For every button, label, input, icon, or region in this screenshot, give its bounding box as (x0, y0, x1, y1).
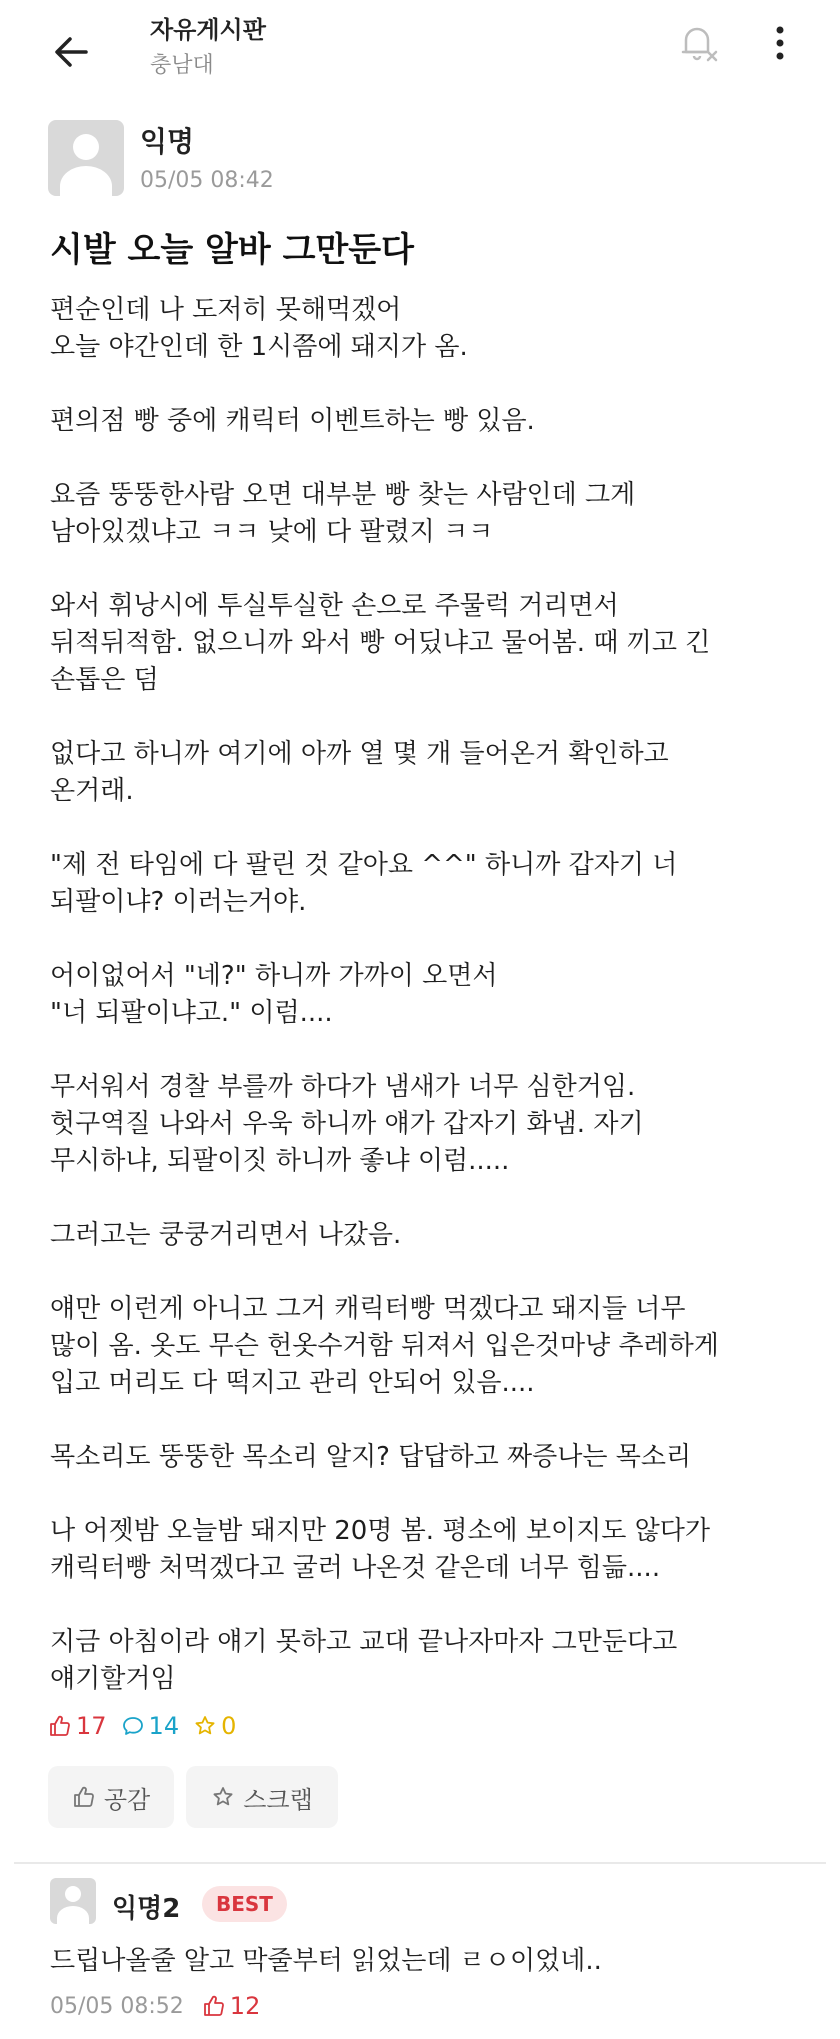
thumbs-up-icon (48, 1714, 72, 1738)
thumbs-up-icon (72, 1785, 96, 1809)
post-paragraph: 편순인데 나 도저히 못해먹겠어 오늘 야간인데 한 1시쯤에 돼지가 옴. (50, 295, 468, 362)
like-count (48, 1712, 107, 1740)
comment-like-count (202, 1992, 261, 2020)
star-icon (211, 1785, 235, 1809)
comment-count-value: 14 (148, 1712, 180, 1740)
like-button-label: 공감 (103, 1785, 151, 1814)
comment-like-value: 12 (229, 1992, 261, 2020)
comment-count (121, 1712, 180, 1740)
post-paragraph: "제 전 타임에 다 팔린 것 같아요 ^^" 하니까 갑자기 너 되팔이냐? 이러는거야. (50, 850, 678, 917)
post-paragraph: 와서 휘낭시에 투실투실한 손으로 주물럭 거리면서 뒤적뒤적함. 없으니까 와서 빵 어딨냐고 물어봄. 때 끼고 긴 손톱은 덤 (50, 591, 711, 695)
scrap-button[interactable] (186, 1766, 338, 1828)
back-arrow-icon[interactable] (44, 22, 104, 82)
notification-off-bell-icon[interactable] (672, 18, 722, 68)
comment-text: 드립나올줄 알고 막줄부터 읽었는데 ㄹㅇ이었네.. (50, 1946, 602, 1976)
post-paragraph: 없다고 하니까 여기에 아까 열 몇 개 들어온거 확인하고 온거래. (50, 739, 669, 806)
comment-author: 익명2 (112, 1894, 181, 1924)
comment-meta (50, 1992, 260, 2020)
post-author: 익명 (140, 125, 195, 158)
comment-bubble-icon (121, 1714, 145, 1738)
scrap-button-label: 스크랩 (243, 1785, 313, 1814)
best-badge: BEST (202, 1886, 287, 1922)
post-paragraph: 그러고는 쿵쿵거리면서 나갔음. (50, 1220, 402, 1250)
post-paragraph: 나 어젯밤 오늘밤 돼지만 20명 봄. 평소에 보이지도 않다가 캐릭터빵 처먹겠다고 굴러 나온것 같은데 너무 힘듦.... (50, 1516, 711, 1583)
thumbs-up-icon (202, 1994, 226, 2018)
post-body (50, 292, 810, 1698)
top-bar (0, 0, 840, 110)
post-paragraph: 편의점 빵 중에 캐릭터 이벤트하는 빵 있음. (50, 406, 535, 436)
star-icon (193, 1714, 217, 1738)
comment-avatar (50, 1878, 96, 1924)
comment-date: 05/05 08:52 (50, 1993, 184, 2019)
post-stats (48, 1712, 250, 1740)
post-date: 05/05 08:42 (140, 168, 274, 193)
post-paragraph: 요즘 뚱뚱한사람 오면 대부분 빵 찾는 사람인데 그게 남아있겠냐고 ㅋㅋ 낮에 다 팔렸지 ㅋㅋ (50, 480, 636, 547)
post-title: 시발 오늘 알바 그만둔다 (50, 230, 414, 270)
divider (14, 1862, 826, 1864)
scrap-count (193, 1712, 236, 1740)
avatar (48, 120, 124, 196)
post-paragraph: 얘만 이런게 아니고 그거 캐릭터빵 먹겠다고 돼지들 너무 많이 옴. 옷도 무슨 헌옷수거함 뒤져서 입은것마냥 추레하게 입고 머리도 다 떡지고 관리 안되어 있음.... (50, 1294, 719, 1398)
scrap-count-value: 0 (221, 1712, 237, 1740)
board-school: 충남대 (150, 53, 214, 78)
like-button[interactable] (48, 1766, 174, 1828)
post-paragraph: 무서워서 경찰 부를까 하다가 냄새가 너무 심한거임. 헛구역질 나와서 우욱 하니까 얘가 갑자기 화냄. 자기 무시하냐, 되팔이짓 하니까 좋냐 이럼..... (50, 1072, 644, 1176)
post-paragraph: 지금 아침이라 얘기 못하고 교대 끝나자마자 그만둔다고 얘기할거임 (50, 1627, 678, 1694)
post-paragraph: 목소리도 뚱뚱한 목소리 알지? 답답하고 짜증나는 목소리 (50, 1442, 692, 1472)
more-options-icon[interactable] (760, 18, 800, 68)
like-count-value: 17 (76, 1712, 107, 1740)
post-paragraph: 어이없어서 "네?" 하니까 가까이 오면서 "너 되팔이냐고." 이럼.... (50, 961, 498, 1028)
board-title: 자유게시판 (150, 16, 266, 44)
